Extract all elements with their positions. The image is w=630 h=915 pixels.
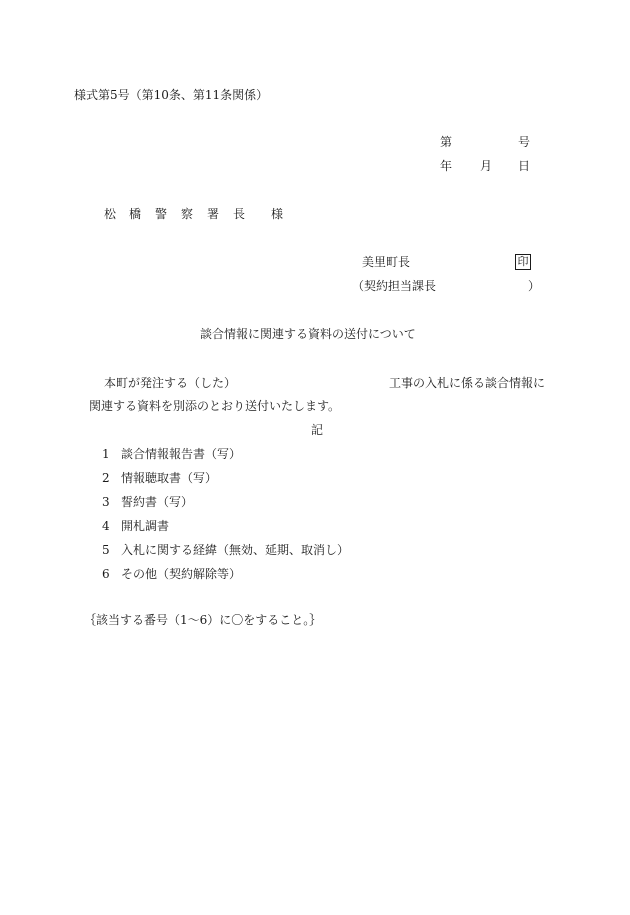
number-prefix: 第 [440,135,453,149]
item-text: 誓約書（写） [121,495,194,509]
addressee-char: 察 [181,207,194,221]
date-year: 年 [440,159,453,173]
sender-title: 美里町長 [362,255,411,269]
form-identifier: 様式第5号（第10条、第11条関係） [74,88,269,102]
date-day: 日 [518,159,531,173]
addressee-char: 署 [207,207,220,221]
item-text: 開札調書 [121,519,170,533]
item-text: 情報聴取書（写） [121,471,218,485]
instruction-note: ｛該当する番号（1〜6）に〇をすること。｝ [84,613,322,627]
addressee-honorific: 様 [271,207,284,221]
number-suffix: 号 [518,135,531,149]
item-number: 6 [102,567,110,581]
addressee-char: 橋 [129,207,142,221]
contract-manager-open: （契約担当課長 [352,279,437,293]
body-line-2: 関連する資料を別添のとおり送付いたします。 [89,399,341,413]
item-number: 5 [102,543,110,557]
item-text: 談合情報報告書（写） [121,447,242,461]
date-month: 月 [480,159,493,173]
item-number: 2 [102,471,110,485]
item-number: 1 [102,447,110,461]
seal-mark: 印 [515,254,531,270]
item-number: 3 [102,495,110,509]
item-number: 4 [102,519,110,533]
ki-heading: 記 [311,423,324,437]
addressee-char: 松 [104,207,117,221]
body-line-1-right: 工事の入札に係る談合情報に [389,376,546,390]
document-subject: 談合情報に関連する資料の送付について [200,327,416,341]
body-line-1-left: 本町が発注する（した） [104,376,237,390]
contract-manager-close: ） [528,279,541,293]
item-text: 入札に関する経緯（無効、延期、取消し） [121,543,350,557]
addressee-char: 長 [233,207,246,221]
item-text: その他（契約解除等） [121,567,242,581]
addressee-char: 警 [155,207,168,221]
